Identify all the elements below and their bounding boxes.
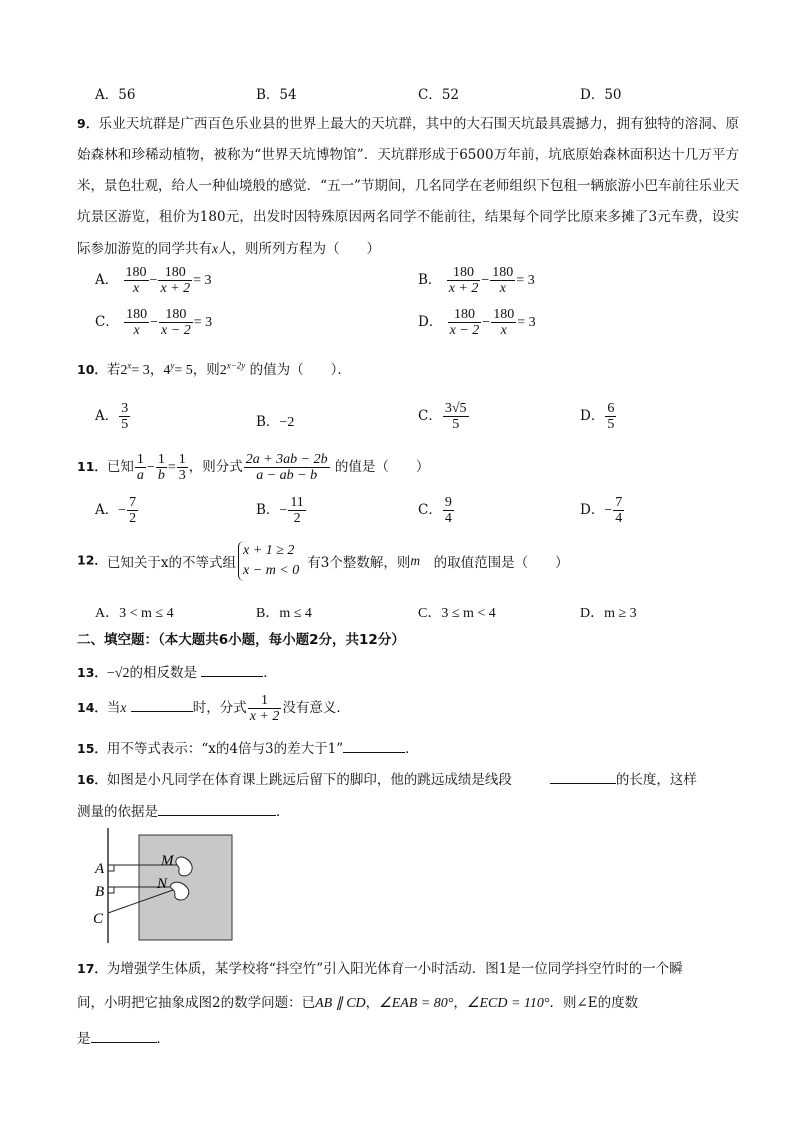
- q8-option-a: A．56: [95, 87, 136, 103]
- inequality-system: x + 1 ≥ 2 x − m < 0: [238, 541, 299, 581]
- q9-option-b: B． $\frac{180}{x + 2}$ − $\frac{180}{x}$ = 3: [418, 265, 535, 296]
- fraction: $\frac{180}{x}$: [492, 265, 514, 296]
- q10-option-c: C． $\frac{3√5}{5}$: [418, 401, 467, 432]
- label-m: M: [161, 853, 174, 869]
- q12-option-d: D．m ≥ 3: [580, 606, 637, 621]
- q12-option-a: A．3 < m ≤ 4: [95, 606, 174, 621]
- q8-option-b: B．54: [256, 87, 297, 103]
- answer-blank[interactable]: [158, 801, 276, 816]
- option-label: D．: [418, 314, 443, 330]
- question-number: 16．: [77, 772, 107, 787]
- q16-line2: 测量的依据是 ．: [77, 800, 290, 820]
- q17-line1: 17．为增强学生体质，某学校将“抖空竹”引入阳光体育一小时活动．图1是一位同学抖空竹时的一个瞬: [77, 961, 683, 977]
- fraction: $\frac{11}{2}$: [290, 495, 304, 526]
- q11-option-d: D．− $\frac{7}{4}$: [580, 495, 623, 526]
- q9-stem: [77, 108, 739, 265]
- question-number: 17．: [77, 961, 107, 976]
- q9-option-d: D． $\frac{180}{x - 2}$ − $\frac{180}{x}$ = 3: [418, 307, 536, 338]
- label-a: A: [95, 861, 105, 877]
- q11-option-a: A．− $\frac{7}{2}$: [95, 495, 137, 526]
- q10-option-b: B．−2: [256, 414, 295, 430]
- label-c: C: [93, 911, 104, 927]
- answer-blank[interactable]: [343, 738, 405, 753]
- q12-option-b: B．m ≤ 4: [256, 606, 312, 621]
- fraction: $\frac{9}{4}$: [444, 495, 452, 526]
- option-label: A．: [95, 272, 119, 288]
- q12-option-c: C．3 ≤ m < 4: [418, 606, 496, 621]
- option-label: C．: [95, 314, 119, 330]
- q10-stem: 10．若$2^x= 3$，$4^y= 5$，则$2^{x-2y}$ 的值为（ ）．: [77, 360, 351, 378]
- fraction: $\frac{180}{x}$: [125, 265, 147, 296]
- answer-blank[interactable]: [550, 769, 616, 784]
- option-label: B．: [418, 272, 442, 288]
- question-number: 12．: [77, 552, 107, 568]
- fraction: $\frac{1}{b}$: [157, 452, 165, 483]
- fraction: $\frac{180}{x - 2}$: [449, 307, 480, 338]
- q12-stem: 12．已知关于x的不等式组 x + 1 ≥ 2 x − m < 0 有3个整数解，则m 的取值范围是（ ）: [77, 541, 569, 581]
- fraction: $\frac{7}{4}$: [615, 495, 623, 526]
- answer-blank[interactable]: [201, 662, 263, 677]
- fraction: $\frac{180}{x - 2}$: [161, 307, 191, 338]
- q16-line1: 16．如图是小凡同学在体育课上跳远后留下的脚印，他的跳远成绩是线段 的长度，这样: [77, 768, 697, 788]
- right-angle-mark-b: [108, 887, 114, 893]
- q9-option-a: A． $\frac{180}{x}$ − $\frac{180}{x + 2}$ = 3: [95, 265, 212, 296]
- label-n: N: [157, 876, 168, 892]
- fraction: $\frac{6}{5}$: [607, 401, 615, 432]
- fraction: $\frac{3}{5}$: [121, 401, 129, 432]
- q11-stem: 11．已知 $\frac{1}{a}$ − $\frac{1}{b}$ = $\frac{1}{3}$ ，则分式 $\frac{2a + 3ab - 2b}{a - ab - b}$ 的值是（ ）: [77, 452, 430, 483]
- question-number: 14．: [77, 700, 107, 715]
- q8-option-d: D．50: [580, 87, 622, 103]
- q11-option-c: C． $\frac{9}{4}$: [418, 495, 452, 526]
- question-number: 9．: [77, 116, 99, 131]
- q17-line2: 间，小明把它抽象成图2的数学问题：已AB ∥ CD，∠EAB = 80°，∠ECD = 110°．则∠E的度数: [77, 995, 639, 1011]
- q9-tail: 人，则所列方程为（ ）: [218, 241, 380, 257]
- question-number: 11．: [77, 459, 107, 474]
- fraction: $\frac{1}{a}$: [136, 452, 144, 483]
- fraction: $\frac{180}{x + 2}$: [160, 265, 191, 296]
- q9-var: x: [212, 241, 218, 256]
- q15: 15．用不等式表示：“x的4倍与3的差大于1” ．: [77, 737, 419, 757]
- footprint-figure: [85, 825, 245, 945]
- fraction: $\frac{180}{x}$: [493, 307, 515, 338]
- q9-option-c: C． $\frac{180}{x}$ − $\frac{180}{x - 2}$ = 3: [95, 307, 213, 338]
- answer-blank[interactable]: [131, 697, 193, 712]
- q17-line3: 是 ．: [77, 1027, 170, 1047]
- question-number: 15．: [77, 741, 107, 756]
- section-heading: 二、填空题：（本大题共6小题，每小题2分，共12分）: [77, 632, 405, 648]
- q10-option-d: D． $\frac{6}{5}$: [580, 401, 615, 432]
- fraction: $\frac{3√5}{5}$: [444, 401, 467, 432]
- fraction: $\frac{2a + 3ab - 2b}{a - ab - b}$: [245, 452, 328, 483]
- label-b: B: [95, 884, 105, 900]
- question-number: 10．: [77, 362, 107, 377]
- answer-blank[interactable]: [91, 1028, 157, 1043]
- q9-text: 乐业天坑群是广西百色乐业县的世界上最大的天坑群，其中的大石围天坑最具震撼力，拥有独特的溶洞、原始森林和珍稀动植物，被称为“世界天坑博物馆”．天坑群形成于6500万年前，坑底原始森林面积达十几万平方米，景色壮观，给人一种仙境般的感觉．“五一”节期间，几名同学在老师组织下包租一辆旅游小巴车前往乐业天坑景区游览，租价为180元，出发时因特殊原因两名同学不能前往，结果每个同学比原来多摊了3元车费，设实际参加游览的同学共有: [77, 116, 740, 257]
- q10-option-a: A． $\frac{3}{5}$: [95, 401, 129, 432]
- right-angle-mark-a: [108, 865, 114, 871]
- q8-option-c: C．52: [418, 87, 460, 103]
- fraction: $\frac{180}{x}$: [126, 307, 148, 338]
- fraction: $\frac{1}{x + 2}$: [249, 693, 280, 724]
- fraction: $\frac{7}{2}$: [129, 495, 137, 526]
- question-number: 13．: [77, 665, 107, 680]
- fraction: $\frac{180}{x + 2}$: [448, 265, 479, 296]
- fraction: $\frac{1}{3}$: [178, 452, 186, 483]
- q11-option-b: B．− $\frac{11}{2}$: [256, 495, 304, 526]
- q13: 13．−√2的相反数是 ．: [77, 661, 277, 682]
- q14: 14．当x 时，分式 $\frac{1}{x + 2}$ 没有意义．: [77, 693, 350, 724]
